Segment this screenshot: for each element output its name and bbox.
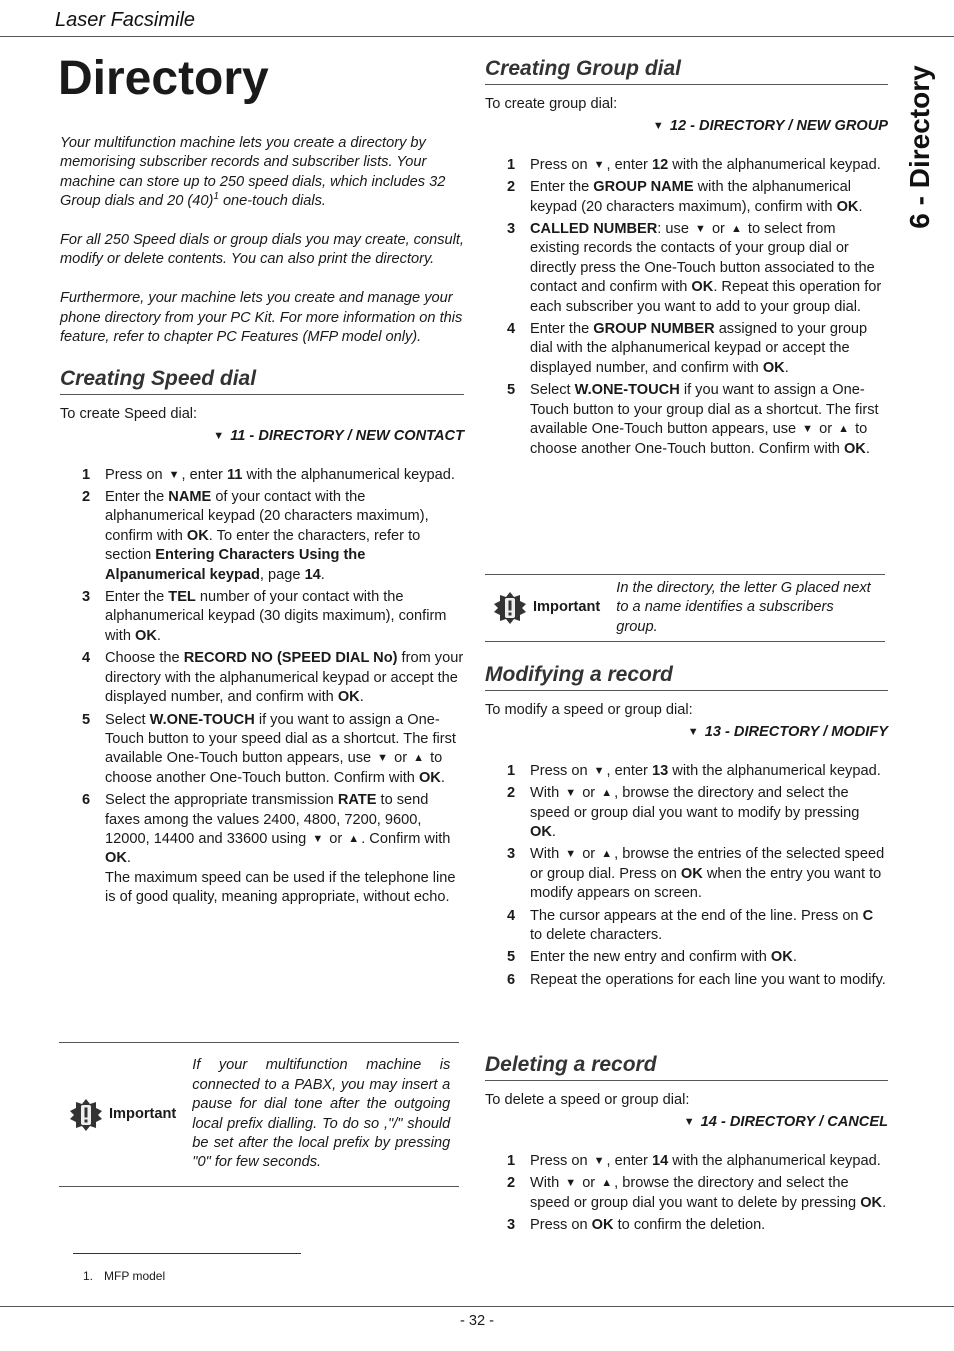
arrow-up-icon: ▲ bbox=[601, 1177, 613, 1190]
footnote-marker: 1 bbox=[213, 191, 219, 203]
arrow-down-icon: ▼ bbox=[565, 1177, 577, 1190]
list-item: 3 Enter the TEL number of your contact with the alphanumerical keypad (30 digits maximum), confirm with OK. bbox=[82, 589, 447, 644]
arrow-up-icon: ▲ bbox=[601, 787, 613, 800]
arrow-down-icon: ▼ bbox=[213, 430, 225, 443]
list-item: 1 Press on ▼ , enter 11 with the alphanumerical keypad. bbox=[60, 466, 464, 485]
list-item: 1 Press on ▼ , enter 12 with the alphanumerical keypad. bbox=[485, 156, 888, 175]
footnote-rule bbox=[73, 1253, 301, 1254]
footnote bbox=[83, 1268, 165, 1284]
section-lead: To modify a speed or group dial: bbox=[485, 702, 693, 718]
menu-path-text: 14 - DIRECTORY / CANCEL bbox=[700, 1114, 888, 1131]
section-title: Creating Group dial bbox=[485, 56, 888, 85]
list-item: 5 Select W.ONE-TOUCH if you want to assign a One-Touch button to your group dial as a shortcut. The first available One-Touch button appears, use ▼ or ▲ to choose another One-Touch button. Confirm with OK. bbox=[507, 382, 879, 457]
intro-paragraph-1 bbox=[60, 134, 464, 212]
section-title: Creating Speed dial bbox=[60, 366, 464, 395]
list-item: 2 With ▼ or ▲ , browse the directory and select the speed or group dial you want to delete by pressing OK. bbox=[507, 1175, 887, 1211]
footnote-number: 1. bbox=[83, 1269, 94, 1283]
important-note-right bbox=[485, 574, 885, 642]
footer-rule bbox=[0, 1306, 954, 1307]
list-item: 2 Enter the GROUP NAME with the alphanumerical keypad (20 characters maximum), confirm with OK. bbox=[507, 179, 863, 215]
list-item: 4 The cursor appears at the end of the line. Press on C to delete characters. bbox=[507, 907, 874, 944]
intro bbox=[60, 134, 464, 347]
important-label: Important bbox=[109, 1105, 177, 1122]
arrow-down-icon: ▼ bbox=[802, 423, 814, 436]
intro-paragraph-3: Furthermore, your machine lets you create and manage your phone directory from your PC Kit. For more information on this feature, refer to chapter PC Features (MFP model only). bbox=[60, 290, 463, 346]
list-item: 6 Select the appropriate transmission RATE to send faxes among the values 2400, 4800, 7200, 9600, 12000, 14400 and 33600 using ▼ or ▲ . Confirm with OK. The maximum speed can be used if the telephone line is of good quality, meaning appropriate, without echo. bbox=[82, 792, 456, 906]
arrow-up-icon: ▲ bbox=[348, 832, 360, 845]
section-lead: To delete a speed or group dial: bbox=[485, 1092, 690, 1108]
list-item: 1 Press on ▼ , enter 13 with the alphanumerical keypad. bbox=[485, 762, 888, 781]
list-item: 2 Enter the NAME of your contact with the alphanumerical keypad (20 characters maximum), confirm with OK. To enter the characters, refer to section Entering Characters Using the Alpanumerical keypad, page 14. bbox=[82, 489, 429, 583]
arrow-down-icon: ▼ bbox=[312, 832, 324, 845]
steps-list bbox=[60, 466, 464, 908]
menu-path bbox=[485, 1113, 888, 1132]
section-title: Modifying a record bbox=[485, 662, 888, 691]
section-title: Deleting a record bbox=[485, 1052, 888, 1081]
steps-list bbox=[485, 1152, 888, 1236]
intro-paragraph-2: For all 250 Speed dials or group dials you may create, consult, modify or delete contents. You can also print the directory. bbox=[60, 232, 464, 268]
arrow-up-icon: ▲ bbox=[838, 423, 850, 436]
intro-text-1a: Your multifunction machine lets you create a directory by memorising subscriber records and subscriber lists. Your machine can store up to 250 speed dials, which includes 32 Group dials and 20 (40) bbox=[60, 135, 446, 210]
footnote-text: MFP model bbox=[104, 1269, 166, 1283]
list-item: 3 With ▼ or ▲ , browse the entries of the selected speed or group dial. Press on OK when the entry you want to modify appears on screen. bbox=[507, 846, 885, 902]
arrow-up-icon: ▲ bbox=[413, 752, 425, 765]
list-item: 5 Enter the new entry and confirm with OK. bbox=[507, 949, 797, 966]
chapter-tab-label: 6 - Directory bbox=[904, 65, 935, 229]
arrow-up-icon: ▲ bbox=[601, 848, 613, 861]
list-item: 2 With ▼ or ▲ , browse the directory and select the speed or group dial you want to modify by pressing OK. bbox=[507, 785, 860, 841]
left-column bbox=[60, 134, 464, 911]
steps-list bbox=[485, 762, 888, 990]
arrow-down-icon: ▼ bbox=[565, 848, 577, 861]
intro-text-1b: one-touch dials. bbox=[218, 193, 326, 210]
list-item: 6 Repeat the operations for each line you want to modify. bbox=[507, 971, 886, 988]
list-item: 3 CALLED NUMBER: use ▼ or ▲ to select from existing records the contacts of your group dial or directly press the One-Touch button associated to the contact and confirm with OK. Repeat this operation for each subscriber you want to add to your group dial. bbox=[507, 221, 882, 315]
menu-path bbox=[485, 117, 888, 136]
important-note-left bbox=[59, 1042, 459, 1187]
important-label: Important bbox=[533, 599, 601, 616]
important-text: In the directory, the letter G placed next to a name identifies a subscribers group. bbox=[616, 579, 871, 635]
page-number: - 32 - bbox=[459, 1313, 495, 1329]
arrow-down-icon: ▼ bbox=[377, 752, 389, 765]
header-rule bbox=[0, 36, 954, 37]
menu-path bbox=[60, 427, 464, 446]
chapter-side-tab bbox=[900, 62, 940, 232]
list-item: 1 Press on ▼ , enter 14 with the alphanumerical keypad. bbox=[485, 1152, 888, 1171]
arrow-down-icon: ▼ bbox=[593, 764, 605, 777]
important-icon bbox=[493, 591, 527, 625]
arrow-down-icon: ▼ bbox=[593, 1154, 605, 1167]
menu-path-text: 12 - DIRECTORY / NEW GROUP bbox=[669, 118, 888, 135]
steps-list bbox=[485, 156, 888, 459]
arrow-up-icon: ▲ bbox=[730, 223, 742, 236]
right-column-top bbox=[485, 56, 888, 462]
arrow-down-icon: ▼ bbox=[593, 158, 605, 171]
arrow-down-icon: ▼ bbox=[565, 787, 577, 800]
arrow-down-icon: ▼ bbox=[168, 468, 180, 481]
important-icon bbox=[69, 1098, 103, 1132]
arrow-down-icon: ▼ bbox=[683, 1116, 695, 1129]
section-lead: To create group dial: bbox=[485, 96, 618, 112]
list-item: 5 Select W.ONE-TOUCH if you want to assign a One-Touch button to your speed dial as a shortcut. The first available One-Touch button appears, use ▼ or ▲ to choose another One-Touch button. Confirm with OK. bbox=[82, 711, 456, 786]
menu-path bbox=[485, 723, 888, 742]
arrow-down-icon: ▼ bbox=[652, 120, 664, 133]
list-item: 3 Press on OK to confirm the deletion. bbox=[507, 1217, 766, 1234]
menu-path-text: 11 - DIRECTORY / NEW CONTACT bbox=[230, 428, 464, 445]
arrow-down-icon: ▼ bbox=[687, 726, 699, 739]
list-item: 4 Enter the GROUP NUMBER assigned to your group dial with the alphanumerical keypad or accept the displayed number, and confirm with OK. bbox=[507, 321, 868, 376]
modify-section bbox=[485, 662, 888, 993]
delete-section bbox=[485, 1052, 888, 1238]
page-title: Directory bbox=[58, 52, 269, 105]
speed-dial-section bbox=[60, 366, 464, 908]
list-item: 4 Choose the RECORD NO (SPEED DIAL No) from your directory with the alphanumerical keypad or accept the displayed number, and confirm with OK. bbox=[82, 650, 464, 706]
menu-path-text: 13 - DIRECTORY / MODIFY bbox=[704, 724, 888, 741]
header-title: Laser Facsimile bbox=[55, 9, 196, 31]
important-text: If your multifunction machine is connected to a PABX, you may insert a pause for dial tone after the outgoing local prefix dialling. To do so ,"/" should be set after the local prefix by pressing "0" for few seconds. bbox=[192, 1057, 451, 1171]
section-lead: To create Speed dial: bbox=[60, 405, 198, 422]
arrow-down-icon: ▼ bbox=[695, 223, 706, 236]
